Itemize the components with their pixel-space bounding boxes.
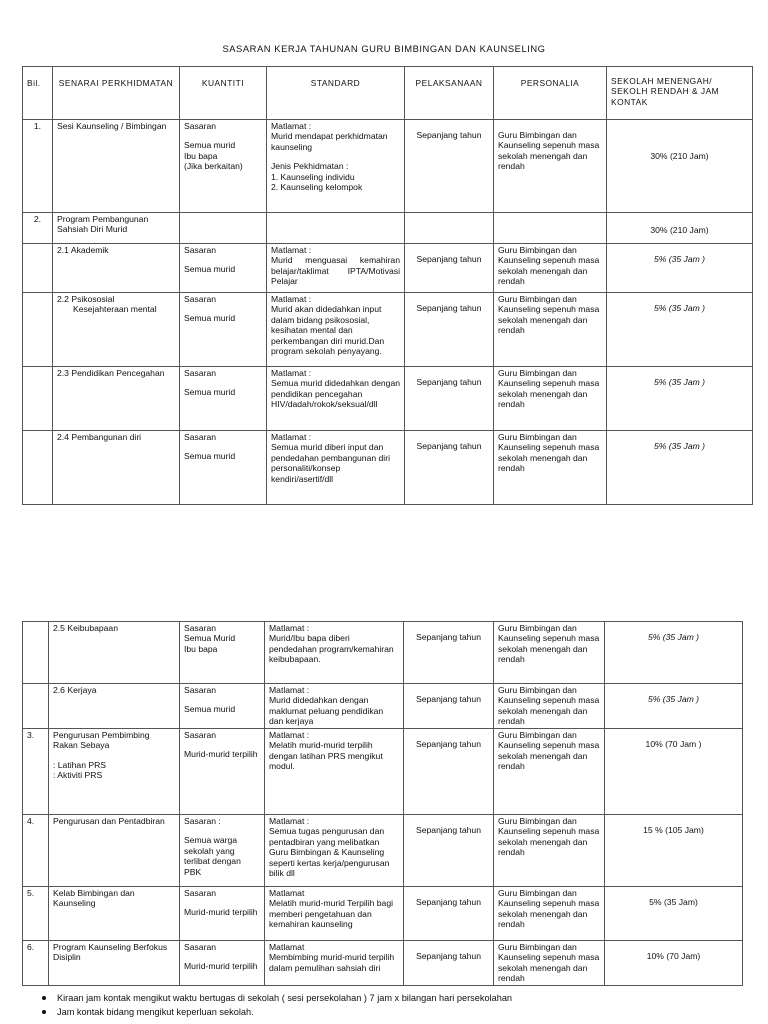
implementation-cell — [405, 213, 494, 244]
header-personnel: PERSONALIA — [494, 67, 607, 120]
table-row — [23, 120, 753, 213]
standard-service-type: 1. Kaunseling individu — [271, 171, 355, 182]
quantity-target: Semua murid — [184, 387, 236, 398]
standard-cell — [267, 213, 405, 244]
quantity-target: (Jika berkaitan) — [184, 161, 243, 172]
standard-goal-label: Matlamat : — [269, 729, 310, 740]
service-name: Pengurusan dan Pentadbiran — [49, 814, 180, 886]
quantity-target-label: Sasaran — [184, 887, 217, 898]
quantity-target: Semua murid — [184, 704, 236, 715]
quantity-cell — [180, 728, 265, 814]
contact-hours-cell — [607, 367, 753, 431]
standard-goal-label: Matlamat : — [271, 432, 312, 442]
service-name: 2.3 Pendidikan Pencegahan — [53, 367, 180, 431]
table-row — [23, 622, 743, 684]
standard-goal: Melatih murid-murid Terpilih bagi memberi pengetahuan dan kemahiran kaunseling — [269, 898, 394, 930]
quantity-cell — [180, 684, 265, 729]
quantity-target-label: Sasaran — [184, 121, 217, 131]
quantity-cell — [180, 940, 265, 985]
quantity-target: Semua murid — [184, 140, 236, 151]
contact-hours-cell: 10% (70 Jam ) — [605, 728, 743, 814]
quantity-target-label: Sasaran : — [184, 815, 221, 826]
header-bil: Bil. — [23, 67, 53, 120]
quantity-target-label: Sasaran — [184, 685, 217, 695]
quantity-target-label: Sasaran — [184, 245, 217, 255]
table-row — [23, 367, 753, 431]
quantity-target: Semua murid — [184, 451, 236, 462]
quantity-cell — [180, 293, 267, 367]
quantity-target-label: Sasaran — [184, 432, 217, 442]
quantity-target-label: Sasaran — [184, 941, 217, 952]
footnote-item: Kiraan jam kontak mengikut waktu bertugas di sekolah ( sesi persekolahan ) 7 jam x bilangan hari persekolahan — [40, 993, 760, 1004]
standard-goal-label: Matlamat — [269, 887, 305, 898]
contact-hours-cell: 15 % (105 Jam) — [605, 814, 743, 886]
service-name — [49, 728, 180, 814]
contact-hours-value: 5% (35 Jam ) — [647, 694, 700, 704]
quantity-cell — [180, 120, 267, 213]
standard-goal: Murid menguasai kemahiran belajar/taklimat IPTA/Motivasi Pelajar — [271, 255, 400, 287]
personnel-cell: Guru Bimbingan dan Kaunseling sepenuh masa sekolah menengah dan rendah — [494, 367, 607, 431]
standard-cell — [265, 728, 404, 814]
quantity-target: Semua Murid — [184, 633, 236, 644]
standard-goal-label: Matlamat : — [271, 245, 312, 255]
quantity-cell — [180, 814, 265, 886]
standard-goal-label: Matlamat : — [269, 685, 310, 695]
personnel-cell: Guru Bimbingan dan Kaunseling sepenuh masa sekolah menengah dan rendah — [494, 728, 605, 814]
quantity-target: Semua warga sekolah yang terlibat dengan PBK — [184, 835, 241, 877]
quantity-cell — [180, 622, 265, 684]
footnotes — [40, 993, 760, 1021]
standard-goal: Semua murid diberi input dan pendedahan pembangunan diri personaliti/konsep kendiri/asertif/dll — [271, 442, 390, 484]
work-target-table-page-2 — [22, 621, 743, 986]
header-contact-hours: SEKOLAH MENENGAH/ SEKOLH RENDAH & JAM KONTAK — [607, 67, 753, 120]
standard-service-type: 2. Kaunseling kelompok — [271, 182, 363, 193]
row-number — [23, 244, 53, 293]
standard-goal-label: Matlamat : — [271, 294, 312, 304]
standard-goal: Murid didedahkan dengan maklumat peluang pendidikan dan kerjaya — [269, 695, 384, 727]
service-name: Sesi Kaunseling / Bimbingan — [53, 120, 180, 213]
header-implementation: PELAKSANAAN — [405, 67, 494, 120]
implementation-cell: Sepanjang tahun — [404, 684, 494, 729]
implementation-cell: Sepanjang tahun — [405, 431, 494, 505]
service-name: 2.4 Pembangunan diri — [53, 431, 180, 505]
standard-cell — [265, 684, 404, 729]
contact-hours-cell: 10% (70 Jam) — [605, 940, 743, 985]
quantity-target: Semua murid — [184, 313, 236, 324]
contact-hours-cell — [605, 622, 743, 684]
service-name-line: : Aktiviti PRS — [53, 770, 103, 781]
contact-hours-cell — [607, 244, 753, 293]
row-number: 4. — [23, 814, 49, 886]
implementation-cell: Sepanjang tahun — [405, 293, 494, 367]
personnel-cell: Guru Bimbingan dan Kaunseling sepenuh masa sekolah menengah dan rendah — [494, 431, 607, 505]
row-number: 1. — [23, 120, 53, 213]
header-standard: STANDARD — [267, 67, 405, 120]
contact-hours-cell: 5% (35 Jam) — [605, 886, 743, 940]
implementation-cell: Sepanjang tahun — [404, 940, 494, 985]
standard-goal: Semua tugas pengurusan dan pentadbiran yang melibatkan Guru Bimbingan & Kaunseling seperti kertas kerja/pengurusan bilik dll — [269, 826, 390, 879]
header-service-list: SENARAI PERKHIDMATAN — [53, 67, 180, 120]
header-row — [23, 67, 753, 120]
standard-goal-label: Matlamat : — [269, 815, 310, 826]
implementation-cell: Sepanjang tahun — [405, 244, 494, 293]
work-target-table-page-1 — [22, 66, 753, 505]
row-number: 3. — [23, 728, 49, 814]
personnel-cell: Guru Bimbingan dan Kaunseling sepenuh masa sekolah menengah dan rendah — [494, 684, 605, 729]
standard-cell — [267, 120, 405, 213]
quantity-target: Murid-murid terpilih — [184, 961, 258, 972]
row-number — [23, 622, 49, 684]
row-number: 6. — [23, 940, 49, 985]
quantity-target: Murid-murid terpilih — [184, 749, 258, 760]
contact-hours-value: 5% (35 Jam ) — [653, 254, 706, 264]
standard-service-type-label: Jenis Pekhidmatan : — [271, 161, 349, 172]
quantity-target: Semua murid — [184, 264, 236, 275]
row-number — [23, 431, 53, 505]
service-name: Kelab Bimbingan dan Kaunseling — [49, 886, 180, 940]
quantity-cell — [180, 244, 267, 293]
table-row — [23, 684, 743, 729]
row-number — [23, 684, 49, 729]
contact-hours-value: 5% (35 Jam ) — [653, 377, 706, 387]
quantity-target: Ibu bapa — [184, 150, 218, 161]
implementation-cell: Sepanjang tahun — [404, 622, 494, 684]
service-name: Program Kaunseling Berfokus Disiplin — [49, 940, 180, 985]
implementation-cell: Sepanjang tahun — [405, 120, 494, 213]
standard-cell — [267, 367, 405, 431]
standard-goal: Murid akan didedahkan input dalam bidang psikososial, kesihatan mental dan perkembangan diri murid.Dan program sekolah penyayang. — [271, 304, 385, 357]
standard-cell — [267, 293, 405, 367]
standard-cell — [267, 244, 405, 293]
contact-hours-cell — [605, 684, 743, 729]
standard-cell — [265, 814, 404, 886]
standard-cell — [267, 431, 405, 505]
service-name: 2.5 Keibubapaan — [49, 622, 180, 684]
personnel-cell — [494, 213, 607, 244]
table-row — [23, 940, 743, 985]
service-name-line: Kesejahteraan mental — [73, 304, 157, 315]
table-row — [23, 431, 753, 505]
standard-goal: Semua murid didedahkan dengan pendidikan pencegahan HIV/dadah/rokok/seksual/dll — [271, 378, 400, 410]
quantity-cell — [180, 886, 265, 940]
table-row — [23, 814, 743, 886]
implementation-cell: Sepanjang tahun — [404, 814, 494, 886]
quantity-target-label: Sasaran — [184, 368, 217, 378]
standard-cell — [265, 940, 404, 985]
quantity-target-label: Sasaran — [184, 294, 217, 304]
personnel-cell: Guru Bimbingan dan Kaunseling sepenuh masa sekolah menengah dan rendah — [494, 940, 605, 985]
personnel-cell: Guru Bimbingan dan Kaunseling sepenuh masa sekolah menengah dan rendah — [494, 886, 605, 940]
service-name-line: Pengurusan Pembimbing Rakan Sebaya — [53, 729, 150, 751]
standard-goal-label: Matlamat : — [271, 368, 312, 378]
service-name: 2.1 Akademik — [53, 244, 180, 293]
contact-hours-cell: 30% (210 Jam) — [607, 213, 753, 244]
table-row — [23, 728, 743, 814]
standard-goal: Melatih murid-murid terpilih dengan latihan PRS mengikut modul. — [269, 740, 383, 772]
table-row — [23, 244, 753, 293]
service-name-line: 2.2 Psikososial — [57, 294, 115, 304]
contact-hours-value: 5% (35 Jam ) — [647, 632, 700, 642]
standard-cell — [265, 886, 404, 940]
service-name — [53, 293, 180, 367]
quantity-target-label: Sasaran — [184, 623, 217, 633]
quantity-cell — [180, 213, 267, 244]
quantity-cell — [180, 431, 267, 505]
document-title: SASARAN KERJA TAHUNAN GURU BIMBINGAN DAN KAUNSELING — [222, 43, 546, 54]
quantity-target: Murid-murid terpilih — [184, 907, 258, 918]
standard-goal-label: Matlamat : — [271, 121, 312, 131]
implementation-cell: Sepanjang tahun — [405, 367, 494, 431]
service-name: 2.6 Kerjaya — [49, 684, 180, 729]
quantity-target-label: Sasaran — [184, 729, 217, 740]
standard-goal: Membimbing murid-murid terpilih dalam pemulihan sahsiah diri — [269, 952, 395, 973]
standard-goal: Murid/Ibu bapa diberi pendedahan program/kemahiran keibubapaan. — [269, 633, 394, 665]
standard-goal: Murid mendapat perkhidmatan kaunseling — [271, 131, 388, 152]
implementation-cell: Sepanjang tahun — [404, 886, 494, 940]
row-number — [23, 293, 53, 367]
personnel-cell: Guru Bimbingan dan Kaunseling sepenuh masa sekolah menengah dan rendah — [494, 814, 605, 886]
contact-hours-cell — [607, 431, 753, 505]
table-row — [23, 213, 753, 244]
row-number: 5. — [23, 886, 49, 940]
personnel-cell: Guru Bimbingan dan Kaunseling sepenuh masa sekolah menengah dan rendah — [494, 120, 607, 213]
standard-goal-label: Matlamat — [269, 941, 305, 952]
contact-hours-cell: 30% (210 Jam) — [607, 120, 753, 213]
personnel-cell: Guru Bimbingan dan Kaunseling sepenuh masa sekolah menengah dan rendah — [494, 622, 605, 684]
service-name-line: : Latihan PRS — [53, 759, 107, 770]
table-row — [23, 886, 743, 940]
standard-cell — [265, 622, 404, 684]
contact-hours-cell — [607, 293, 753, 367]
personnel-cell: Guru Bimbingan dan Kaunseling sepenuh masa sekolah menengah dan rendah — [494, 293, 607, 367]
personnel-cell: Guru Bimbingan dan Kaunseling sepenuh masa sekolah menengah dan rendah — [494, 244, 607, 293]
implementation-cell: Sepanjang tahun — [404, 728, 494, 814]
service-name: Program Pembangunan Sahsiah Diri Murid — [53, 213, 180, 244]
contact-hours-value: 5% (35 Jam ) — [653, 441, 706, 451]
quantity-cell — [180, 367, 267, 431]
row-number — [23, 367, 53, 431]
quantity-target: Ibu bapa — [184, 643, 218, 654]
table-row — [23, 293, 753, 367]
header-quantity: KUANTITI — [180, 67, 267, 120]
contact-hours-value: 5% (35 Jam ) — [653, 303, 706, 313]
footnote-item: Jam kontak bidang mengikut keperluan sekolah. — [40, 1007, 760, 1018]
standard-goal-label: Matlamat : — [269, 623, 310, 633]
row-number: 2. — [23, 213, 53, 244]
